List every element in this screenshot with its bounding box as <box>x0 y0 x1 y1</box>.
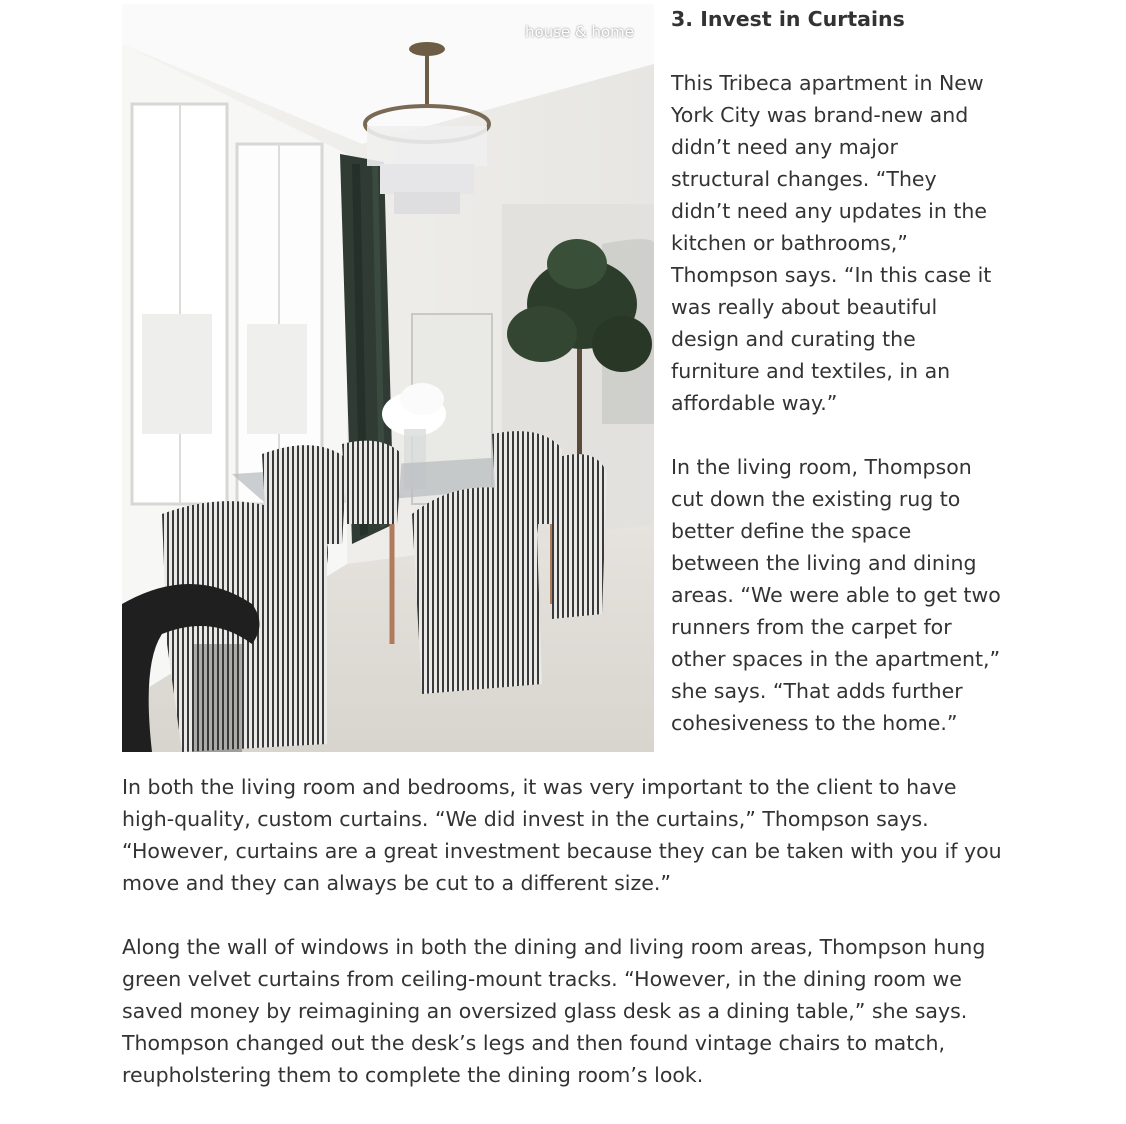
image-watermark: house & home <box>525 23 634 41</box>
dining-room-illustration <box>122 4 654 752</box>
paragraph-4: Along the wall of windows in both the dining and living room areas, Thompson hung green velvet curtains from ceiling-mount tracks. “However, in the dining room we saved money by reimagining an oversized glass desk as a dining table,” she says. Thompson changed out the desk’s legs and then found vintage chairs to match, reupholstering them to complete the dining room’s look. <box>122 935 986 1087</box>
dining-room-photo <box>122 4 654 752</box>
section-heading: 3. Invest in Curtains <box>671 7 905 31</box>
paragraph-1: This Tribeca apartment in New York City was brand-new and didn’t need any major structural changes. “They didn’t need any updates in the kitchen or bathrooms,” Thompson says. “In this case it was really about beautiful design and curating the furniture and textiles, in an affordable way.” <box>671 71 992 415</box>
paragraph-3: In both the living room and bedrooms, it was very important to the client to have high-quality, custom curtains. “We did invest in the curtains,” Thompson says. “However, curtains are a great investment because they can be taken with you if you move and they can always be cut to a different size.” <box>122 775 1002 895</box>
article-body <box>122 0 1002 1091</box>
paragraph-2: In the living room, Thompson cut down the existing rug to better define the space between the living and dining areas. “We were able to get two runners from the carpet for other spaces in the apartment,” she says. “That adds further cohesiveness to the home.” <box>671 455 1001 735</box>
